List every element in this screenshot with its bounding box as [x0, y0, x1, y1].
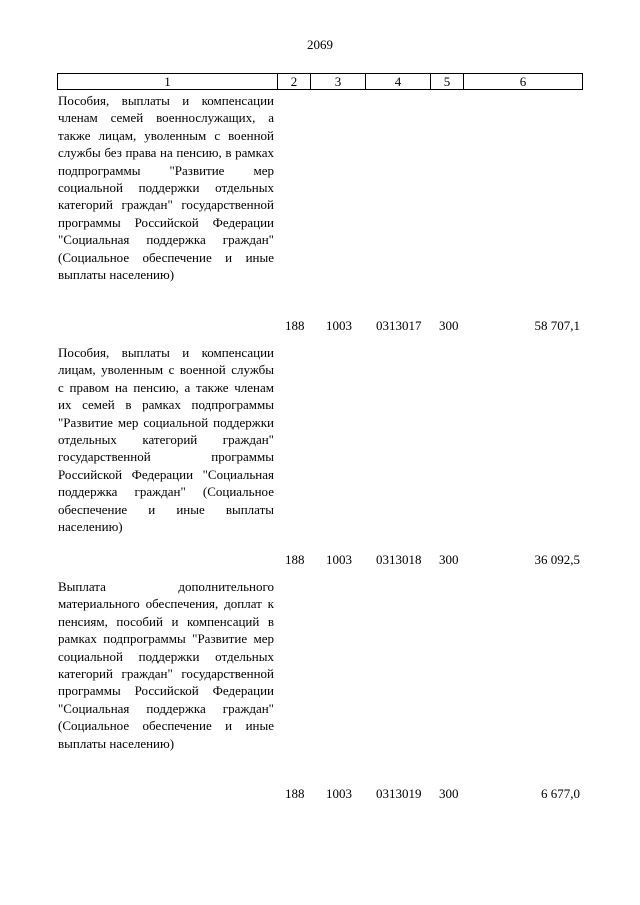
- row-admin-code: 188: [285, 552, 305, 567]
- column-header-5: 5: [431, 74, 464, 89]
- column-header-6: 6: [519, 74, 527, 89]
- row-amount: 58 707,1: [534, 318, 580, 333]
- row-description: Пособия, выплаты и компенсации лицам, уволенным с военной службы с правом на пенсию, а также членам их семей в рамках подпрограммы "Развитие мер социальной поддержки отдельных категорий граждан" государственной программы Российской Федерации "Социальная поддержка граждан" (Социальное обеспечение и иные выплаты населению): [58, 345, 274, 535]
- column-header-1: 1: [58, 74, 278, 89]
- row-target-code: 0313018: [376, 552, 422, 567]
- column-header-2: 2: [278, 74, 311, 89]
- page-number: 2069: [307, 37, 333, 52]
- row-section-code: 1003: [326, 552, 352, 567]
- column-header-3: 3: [311, 74, 366, 89]
- row-target-code: 0313019: [376, 786, 422, 801]
- row-admin-code: 188: [285, 786, 305, 801]
- column-header-4: 4: [366, 74, 431, 89]
- row-section-code: 1003: [326, 786, 352, 801]
- row-expense-type: 300: [439, 318, 459, 333]
- row-section-code: 1003: [326, 318, 352, 333]
- row-admin-code: 188: [285, 318, 305, 333]
- row-expense-type: 300: [439, 786, 459, 801]
- row-target-code: 0313017: [376, 318, 422, 333]
- row-description: Пособия, выплаты и компенсации членам семей военнослужащих, а также лицам, уволенным с военной службы без права на пенсию, в рамках подпрограммы "Развитие мер социальной поддержки отдельных категорий граждан" государственной программы Российской Федерации "Социальная поддержка граждан" (Социальное обеспечение и иные выплаты населению): [58, 93, 274, 283]
- table-header: [57, 73, 583, 90]
- row-amount: 36 092,5: [534, 552, 580, 567]
- row-expense-type: 300: [439, 552, 459, 567]
- row-description: Выплата дополнительного материального обеспечения, доплат к пенсиям, пособий и компенсаций в рамках подпрограммы "Развитие мер социальной поддержки отдельных категорий граждан" государственной программы Российской Федерации "Социальная поддержка граждан" (Социальное обеспечение и иные выплаты населению): [58, 579, 274, 751]
- row-amount: 6 677,0: [541, 786, 580, 801]
